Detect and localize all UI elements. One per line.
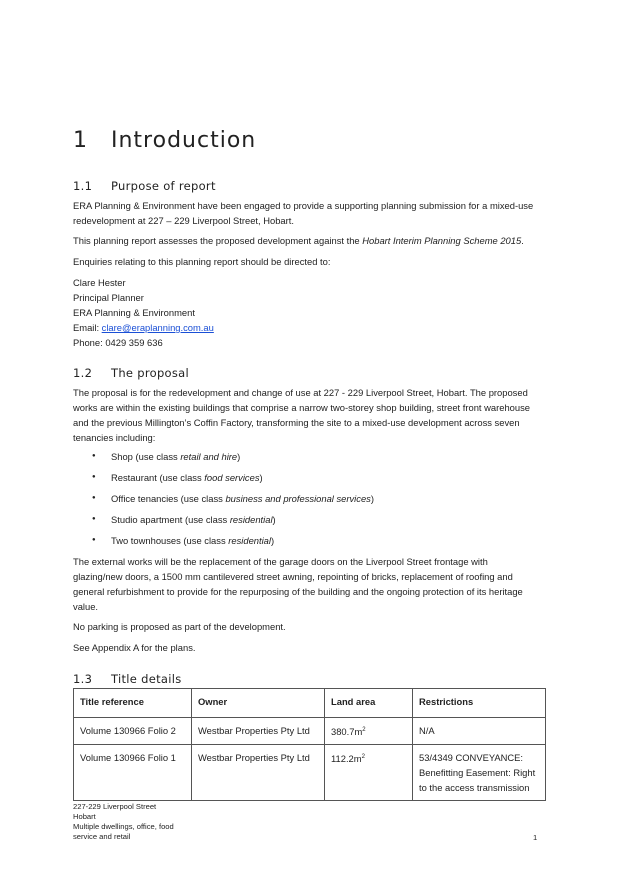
- section-heading: [73, 128, 256, 153]
- text-line: The proposal is for the redevelopment and change of use at 227 - 229 Liverpool Street, Hobart. The proposed: [73, 387, 528, 398]
- contact-email-line: [73, 320, 551, 335]
- parking-paragraph: No parking is proposed as part of the development.: [73, 621, 286, 632]
- text-span: Office tenancies (use class: [111, 493, 226, 504]
- text-line: The external works will be the replacement of the garage doors on the Liverpool Street frontage with: [73, 556, 488, 567]
- text-span: Studio apartment (use class: [111, 514, 230, 525]
- tenancy-list: [92, 449, 374, 554]
- land-area-cell: [325, 745, 413, 801]
- use-class: residential: [229, 514, 273, 525]
- text-span: This planning report assesses the proposed development against the: [73, 235, 363, 246]
- list-item: [92, 470, 374, 491]
- email-label: Email:: [73, 322, 102, 333]
- subsection-title: The proposal: [111, 366, 190, 380]
- column-header: Land area: [325, 689, 413, 718]
- title-reference-cell: Volume 130966 Folio 2: [74, 718, 192, 745]
- subsection-number: 1.2: [73, 366, 93, 380]
- subsection-title: Title details: [111, 672, 182, 686]
- area-unit-exponent: 2: [362, 727, 366, 733]
- column-header: Owner: [192, 689, 325, 718]
- text-line: ERA Planning & Environment have been engaged to provide a supporting planning submission for a mixed-use: [73, 200, 534, 211]
- text-span: Two townhouses (use class: [111, 535, 229, 546]
- list-item: [92, 491, 374, 512]
- title-reference-cell: Volume 130966 Folio 1: [74, 745, 192, 801]
- page-number: 1: [533, 833, 538, 842]
- subsection-number: 1.3: [73, 672, 93, 686]
- area-value: 112.2m: [331, 753, 362, 765]
- text-span: ): [259, 472, 263, 483]
- text-line: 53/4349 CONVEYANCE:: [419, 752, 524, 764]
- column-header: Title reference: [74, 689, 192, 718]
- text-line: and the previous Millington’s Coffin Factory, transforming the site to a mixed-use development across seven: [73, 417, 520, 428]
- text-line: tenancies including:: [73, 432, 156, 443]
- list-item: [92, 449, 374, 470]
- footer-line: Multiple dwellings, office, food: [73, 822, 174, 831]
- footer-line: 227-229 Liverpool Street: [73, 802, 157, 811]
- use-class: residential: [228, 535, 271, 546]
- owner-cell: Westbar Properties Pty Ltd: [192, 745, 325, 801]
- scheme-name: Hobart Interim Planning Scheme 2015: [362, 235, 522, 246]
- table-row: [74, 745, 546, 801]
- land-area-cell: [325, 718, 413, 745]
- list-item: [92, 512, 374, 533]
- subsection-heading-purpose: [73, 179, 216, 193]
- use-class: food services: [204, 472, 260, 483]
- text-span: .: [521, 235, 524, 246]
- text-span: ): [237, 451, 241, 462]
- subsection-title: Purpose of report: [111, 179, 216, 193]
- column-header: Restrictions: [413, 689, 546, 718]
- text-line: Benefitting Easement: Right: [419, 767, 536, 779]
- restrictions-cell: N/A: [413, 718, 546, 745]
- restrictions-cell: [413, 745, 546, 801]
- subsection-heading-title-details: [73, 672, 182, 686]
- text-line: redevelopment at 227 – 229 Liverpool Street, Hobart.: [73, 215, 294, 226]
- owner-cell: Westbar Properties Pty Ltd: [192, 718, 325, 745]
- text-span: ): [370, 493, 374, 504]
- text-line: glazing/new doors, a 1500 mm cantilevered street awning, repointing of bricks, replacement of roofing and: [73, 571, 513, 582]
- subsection-heading-proposal: [73, 366, 189, 380]
- subsection-number: 1.1: [73, 179, 93, 193]
- table-row: [74, 718, 546, 745]
- contact-name: Clare Hester: [73, 277, 126, 288]
- scheme-paragraph: [73, 233, 551, 248]
- footer-line: service and retail: [73, 832, 131, 841]
- section-number: 1: [73, 128, 88, 153]
- contact-role: Principal Planner: [73, 292, 144, 303]
- area-unit-exponent: 2: [361, 754, 365, 761]
- list-item: [92, 533, 374, 554]
- appendix-paragraph: See Appendix A for the plans.: [73, 642, 196, 653]
- title-details-table: [73, 688, 546, 801]
- text-line: value.: [73, 601, 99, 612]
- text-span: Restaurant (use class: [111, 472, 205, 483]
- footer-line: Hobart: [73, 812, 96, 821]
- text-span: ): [270, 535, 275, 546]
- text-line: to the access transmission: [419, 782, 530, 794]
- text-line: works are within the existing buildings that comprise a narrow two-storey shop building, street front warehouse: [73, 402, 530, 413]
- page-footer: [73, 802, 174, 842]
- contact-phone: Phone: 0429 359 636: [73, 337, 163, 348]
- enquiries-paragraph: Enquiries relating to this planning report should be directed to:: [73, 256, 331, 267]
- purpose-paragraph: [73, 198, 551, 228]
- section-title: Introduction: [111, 128, 257, 153]
- proposal-paragraph: [73, 385, 551, 445]
- use-class: retail and hire: [180, 451, 238, 462]
- text-span: Shop (use class: [111, 451, 181, 462]
- contact-org: ERA Planning & Environment: [73, 307, 195, 318]
- external-works-paragraph: [73, 554, 551, 614]
- table-header-row: [74, 689, 546, 718]
- use-class: business and professional services: [225, 493, 371, 504]
- area-value: 380.7m: [331, 726, 363, 738]
- text-span: ): [272, 514, 276, 525]
- email-link[interactable]: clare@eraplanning.com.au: [101, 322, 214, 333]
- text-line: general refurbishment to provide for the repurposing of the building and the ongoing protection of its heritage: [73, 586, 523, 597]
- contact-block: [73, 275, 551, 350]
